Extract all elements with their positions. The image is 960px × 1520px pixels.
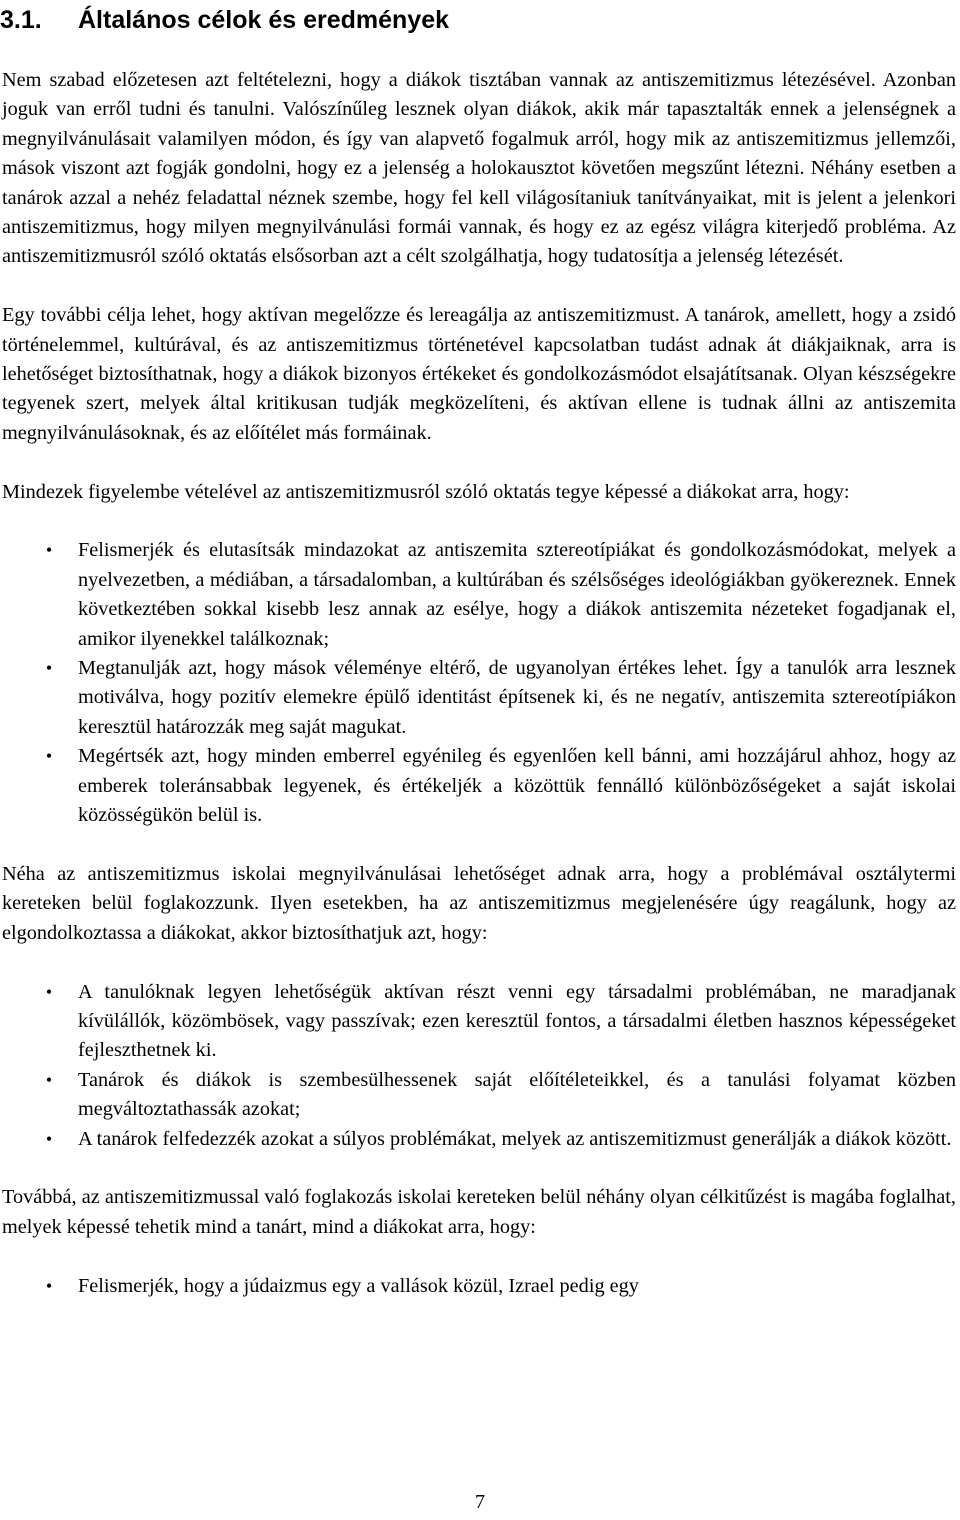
paragraph-prevention: Egy további célja lehet, hogy aktívan megelőzze és lereagálja az antiszemitizmust. A tanárok, amellett, hogy a zsidó történelemmel, kultúrával, és az antiszemitizmus történetével kapcsolatban tudást adnak át diákjaiknak, arra is lehetőséget biztosíthatnak, hogy a diákok bizonyos értékeket és gondolkozásmódot elsajátítsanak. Olyan készségekre tegyenek szert, melyek által kritikusan tudják megközelíteni, és aktívan ellene is tudnak állni az antiszemita megnyilvánulásoknak, és az előítélet más formáinak. — [2, 304, 956, 444]
paragraph-awareness: Nem szabad előzetesen azt feltételezni, hogy a diákok tisztában vannak az antiszemitizmus létezésével. Azonban joguk van erről tudni és tanulni. Valószínűleg lesznek olyan diákok, akik már tapasztalták ennek a jelenségnek a megnyilvánulásait valamilyen módon, és így van alapvető fogalmuk arról, hogy mik az antiszemitizmus jellemzői, mások viszont azt fogják gondolni, hogy ez a jelenség a holokausztot követően megszűnt létezni. Néhány esetben a tanárok azzal a nehéz feladattal néznek szembe, hogy fel kell világosítaniuk tanítványaikat, mit is jelent a jelenkori antiszemitizmus, hogy milyen megnyilvánulási formái vannak, és hogy ez az egész világra kiterjedő probléma. Az antiszemitizmusról szóló oktatás elsősorban azt a célt szolgálhatja, hogy tudatosítja a jelenség létezését. — [2, 69, 956, 268]
objectives-list — [2, 1272, 956, 1301]
list-item-text: Megtanulják azt, hogy mások véleménye eltérő, de ugyanolyan értékes lehet. Így a tanulók arra lesznek motiválva, hogy pozitív elemekre épülő identitást építsenek ki, és ne negatív, antiszemita sztereotípiákon keresztül határozzák meg saját magukat. — [78, 657, 956, 738]
document-body — [2, 66, 956, 1301]
bullet-icon: • — [45, 1069, 53, 1090]
section-title: Általános célok és eredmények — [78, 6, 450, 34]
paragraph-school-manifestations: Néha az antiszemitizmus iskolai megnyilvánulásai lehetőséget adnak arra, hogy a problémával osztálytermi kereteken belül foglakozzunk. Ilyen esetekben, ha az antiszemitizmus megjelenésére úgy reagálunk, hogy az elgondolkoztassa a diákokat, akkor biztosíthatjuk azt, hogy: — [2, 862, 956, 944]
bullet-icon: • — [45, 1128, 53, 1149]
goals-list — [2, 536, 956, 830]
list-item — [2, 742, 956, 830]
section-heading — [0, 4, 449, 36]
list-item — [2, 654, 956, 742]
list-item-text: Felismerjék, hogy a júdaizmus egy a vallások közül, Izrael pedig egy — [78, 1274, 639, 1297]
paragraph-further-objectives: Továbbá, az antiszemitizmussal való foglakozás iskolai kereteken belül néhány olyan célkitűzést is magába foglalhat, melyek képessé tehetik mind a tanárt, mind a diákokat arra, hogy: — [2, 1186, 956, 1238]
page-number: 7 — [475, 1491, 485, 1513]
list-item-text: Megértsék azt, hogy minden emberrel egyénileg és egyenlően kell bánni, ami hozzájárul ahhoz, hogy az emberek toleránsabbak legyenek, és értékeljék a közöttük fennálló különbözőségeket a saját iskolai közösségükön belül is. — [78, 745, 956, 827]
list-item — [2, 978, 956, 1066]
list-item-text: A tanárok felfedezzék azokat a súlyos problémákat, melyek az antiszemitizmust generálják a diákok között. — [78, 1127, 952, 1150]
outcomes-list — [2, 978, 956, 1154]
bullet-icon: • — [45, 1275, 53, 1296]
list-item-text: A tanulóknak legyen lehetőségük aktívan részt venni egy társadalmi problémában, ne maradjanak kívülállók, közömbösek, vagy passzívak; ezen keresztül fontos, a társadalmi életben hasznos képességeket fejleszthetnek ki. — [78, 980, 956, 1062]
paragraph-goals-intro: Mindezek figyelembe vételével az antiszemitizmusról szóló oktatás tegye képessé a diákokat arra, hogy: — [2, 480, 850, 503]
section-number: 3.1. — [0, 6, 42, 34]
bullet-icon: • — [45, 981, 53, 1002]
list-item — [2, 536, 956, 654]
bullet-icon: • — [45, 540, 53, 561]
list-item-text: Felismerjék és elutasítsák mindazokat az antiszemita sztereotípiákat és gondolkozásmódokat, melyek a nyelvezetben, a médiában, a társadalomban, a kultúrában és szélsőséges ideológiákban gyökereznek. Ennek következtében sokkal kisebb lesz annak az esélye, hogy a diákok antiszemita nézeteket fogadjanak el, amikor ilyenekkel találkoznak; — [78, 539, 956, 650]
bullet-icon: • — [45, 746, 53, 767]
list-item — [2, 1272, 956, 1301]
bullet-icon: • — [45, 658, 53, 679]
list-item — [2, 1125, 956, 1154]
list-item — [2, 1066, 956, 1125]
list-item-text: Tanárok és diákok is szembesülhessenek saját előítéleteikkel, és a tanulási folyamat közben megváltoztathassák azokat; — [78, 1068, 956, 1121]
